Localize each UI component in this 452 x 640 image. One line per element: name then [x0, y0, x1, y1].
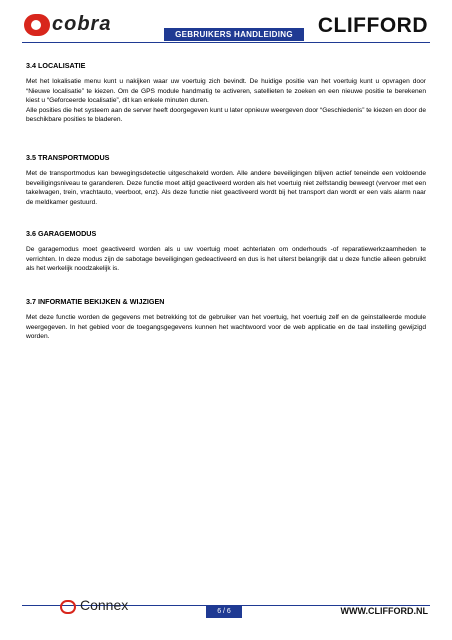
connex-logo-icon [60, 600, 76, 614]
section-paragraph: Met deze functie worden de gegevens met betrekking tot de gebruiker van het voertuig, het voertuig zelf en de geinstalleerde module weergegeven. In het gebied voor de toegangsgegevens kunnen het wachtwoord voor de web applicatie en de taal instelling gewijzigd worden. [26, 314, 426, 341]
website-url: WWW.CLIFFORD.NL [340, 606, 428, 616]
section-heading: 3.4 LOCALISATIE [26, 61, 86, 70]
connex-logo [60, 597, 170, 617]
section-localisatie [26, 61, 426, 125]
section-transportmodus [26, 153, 426, 207]
page-number: 6 / 6 [206, 605, 242, 618]
page-header [22, 12, 430, 42]
section-heading: 3.6 GARAGEMODUS [26, 229, 97, 238]
header-divider [22, 42, 430, 43]
section-paragraph: Met het lokalisatie menu kunt u nakijken waar uw voertuig zich bevindt. De huidige positie van het voertuig kunt u opvragen door “Nieuwe localisatie” te kiezen. Om de GPS module handmatig te activeren, satellieten te zoeken en een nieuwe positie te berekenen kiest u “Geforceerde localisatie”, dit kan enkele minuten duren. [26, 78, 426, 105]
section-heading: 3.7 INFORMATIE BEKIJKEN & WIJZIGEN [26, 297, 165, 306]
section-paragraph: Met de transportmodus kan bewegingsdetectie uitgeschakeld worden. Alle andere beveiligingen blijven actief teneinde een voldoende beveiligingsniveau te garanderen. Deze functie moet altijd geactiveerd worden als het voertuig niet zelfstandig beweegt (vervoer met een takelwagen, trein, vrachtauto, veerboot, enz). Als deze functie niet geactiveerd wordt bij het transport dan wordt er een vals alarm naar de meldkamer gestuurd. [26, 170, 426, 206]
cobra-logo-icon [24, 14, 50, 36]
manual-title: GEBRUIKERS HANDLEIDING [175, 30, 293, 39]
cobra-logo-text: cobra [52, 13, 112, 35]
clifford-logo: CLIFFORD [317, 14, 428, 37]
connex-logo-text: Connex [80, 597, 129, 613]
manual-title-banner [164, 28, 304, 41]
section-paragraph: De garagemodus moet geactiveerd worden als u uw voertuig moet achterlaten om onderhouds -of reparatiewerkzaamheden te verrichten. In deze modus zijn de sabotage beveiligingen gedeactiveerd en dus is het uiterst belangrijk dat u deze functie alleen gebruikt als het werkelijk noodzakelijk is. [26, 246, 426, 273]
section-heading: 3.5 TRANSPORTMODUS [26, 153, 110, 162]
section-paragraph: Alle posities die het systeem aan de server heeft doorgegeven kunt u later opnieuw weergeven door “Geschiedenis” te kiezen en door de beschikbare posities te bladeren. [26, 106, 426, 124]
section-informatie [26, 297, 426, 342]
section-garagemodus [26, 229, 426, 274]
cobra-logo [24, 14, 144, 36]
